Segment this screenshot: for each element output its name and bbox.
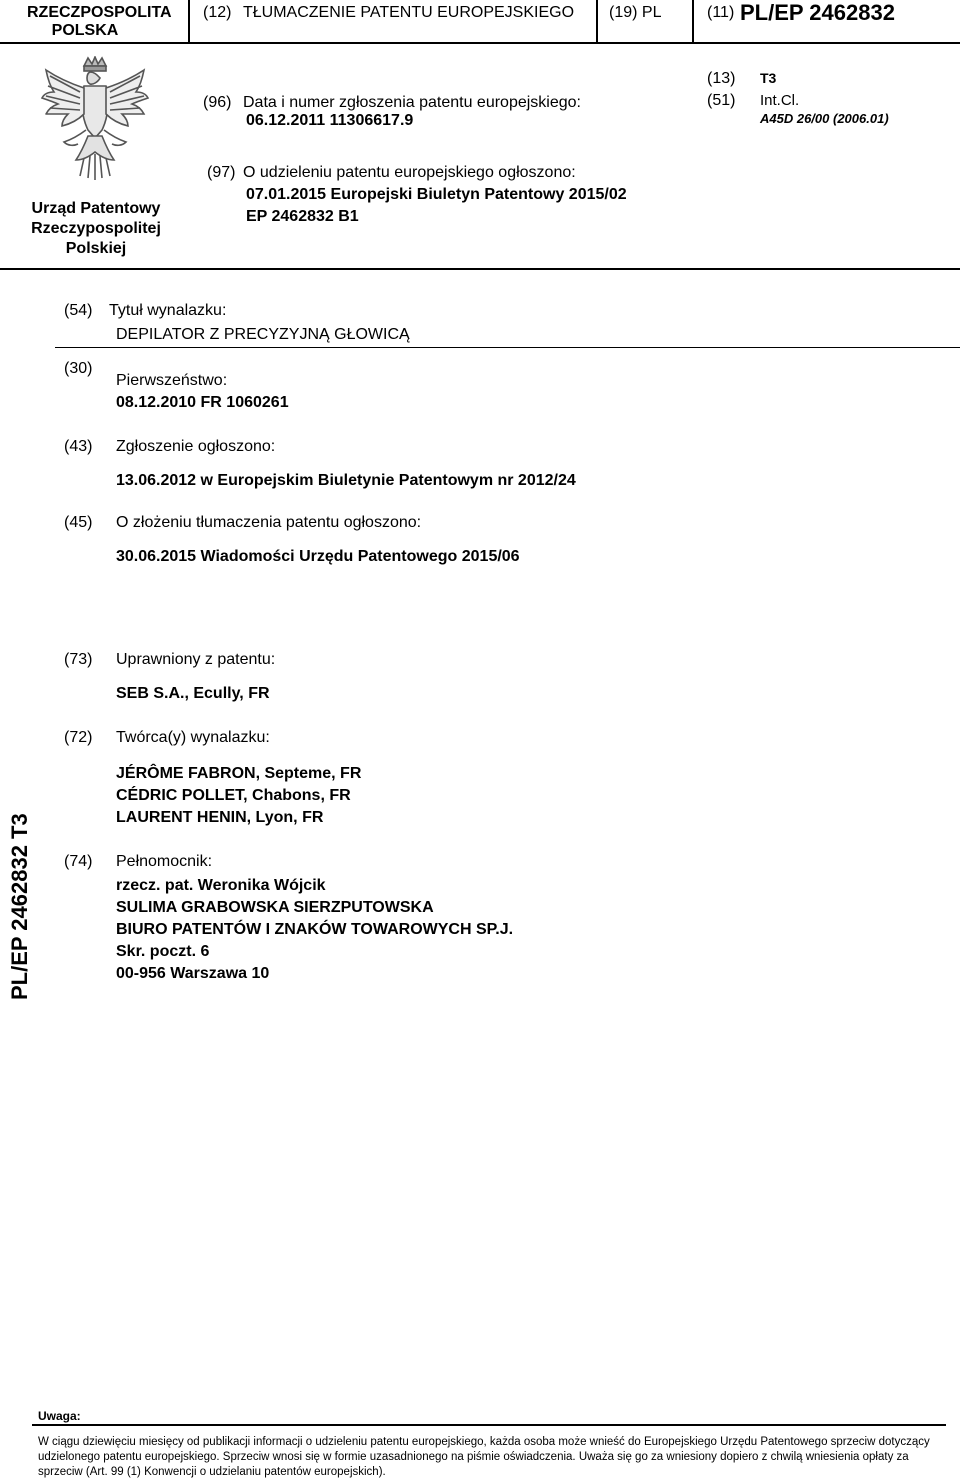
notice-title: Uwaga: bbox=[38, 1409, 81, 1423]
title-rule bbox=[55, 347, 960, 348]
f45-label: O złożeniu tłumaczenia patentu ogłoszono: bbox=[116, 514, 422, 531]
document-type: TŁUMACZENIE PATENTU EUROPEJSKIEGO bbox=[243, 4, 575, 21]
office-line-2: Rzeczypospolitej bbox=[31, 220, 161, 237]
f73-label: Uprawniony z patentu: bbox=[116, 651, 276, 668]
inventor-1: JÉRÔME FABRON, Septeme, FR bbox=[116, 765, 362, 782]
code-51: (51) bbox=[707, 92, 736, 109]
f72-label: Twórca(y) wynalazku: bbox=[116, 729, 270, 746]
attorney-line-5: 00-956 Warszawa 10 bbox=[116, 965, 270, 982]
eagle-emblem-icon bbox=[40, 56, 150, 186]
f43-value: 13.06.2012 w Europejskim Biuletynie Patentowym nr 2012/24 bbox=[116, 472, 576, 489]
invention-title: DEPILATOR Z PRECYZYJNĄ GŁOWICĄ bbox=[116, 326, 410, 343]
code-12: (12) bbox=[203, 4, 232, 21]
section-rule-top bbox=[0, 268, 960, 270]
code-97: (97) bbox=[207, 164, 236, 181]
f54-label: Tytuł wynalazku: bbox=[109, 302, 227, 319]
f97-value-2: EP 2462832 B1 bbox=[246, 208, 359, 225]
code-13: (13) bbox=[707, 70, 736, 87]
f74-label: Pełnomocnik: bbox=[116, 853, 213, 870]
code-73: (73) bbox=[64, 651, 93, 668]
f45-value: 30.06.2015 Wiadomości Urzędu Patentowego 2015/06 bbox=[116, 548, 520, 565]
country-line-1: RZECZPOSPOLITA bbox=[27, 4, 172, 21]
f97-value-1: 07.01.2015 Europejski Biuletyn Patentowy 2015/02 bbox=[246, 186, 627, 203]
f43-label: Zgłoszenie ogłoszono: bbox=[116, 438, 276, 455]
f96-label: Data i numer zgłoszenia patentu europejskiego: bbox=[243, 94, 581, 111]
code-43: (43) bbox=[64, 438, 93, 455]
intcl-value: A45D 26/00 (2006.01) bbox=[760, 111, 889, 126]
notice-text: W ciągu dziewięciu miesięcy od publikacji informacji o udzieleniu patentu europejskiego, każda osoba może wnieść do Europejskiego Urzędu Patentowego sprzeciw dotyczący udzielonego patentu europejskiego. Sprzeciw wnosi się w formie uzasadnionego na piśmie oświadczenia. Uważa się go za wniesiony dopiero z chwilą wniesienia opłaty za sprzeciw (Art. 99 (1) Konwencji o udzielaniu patentów europejskich). bbox=[38, 1436, 930, 1478]
attorney-line-3: BIURO PATENTÓW I ZNAKÓW TOWAROWYCH SP.J. bbox=[116, 921, 514, 938]
f97-label: O udzieleniu patentu europejskiego ogłoszono: bbox=[243, 164, 576, 181]
country-name bbox=[27, 4, 172, 40]
country-line-2: POLSKA bbox=[51, 22, 119, 39]
code-72: (72) bbox=[64, 729, 93, 746]
intcl-label: Int.Cl. bbox=[760, 92, 800, 109]
code-30: (30) bbox=[64, 360, 93, 377]
f96-value: 06.12.2011 11306617.9 bbox=[246, 112, 414, 129]
code-45: (45) bbox=[64, 514, 93, 531]
office-line-3: Polskiej bbox=[65, 240, 127, 257]
attorney-line-4: Skr. poczt. 6 bbox=[116, 943, 210, 960]
kind-code: T3 bbox=[760, 70, 777, 86]
code-19: (19) PL bbox=[609, 4, 662, 21]
header-divider-left bbox=[188, 0, 190, 42]
notice-rule bbox=[32, 1424, 946, 1426]
header-divider-right bbox=[692, 0, 694, 42]
f30-label: Pierwszeństwo: bbox=[116, 372, 228, 389]
code-96: (96) bbox=[203, 94, 232, 111]
inventor-2: CÉDRIC POLLET, Chabons, FR bbox=[116, 787, 351, 804]
patent-number: PL/EP 2462832 bbox=[740, 0, 895, 25]
code-74: (74) bbox=[64, 853, 93, 870]
office-line-1: Urząd Patentowy bbox=[31, 200, 161, 217]
side-patent-code: PL/EP 2462832 T3 bbox=[7, 813, 32, 1000]
attorney-line-1: rzecz. pat. Weronika Wójcik bbox=[116, 877, 326, 894]
header-divider-middle bbox=[596, 0, 598, 42]
priority-value: 08.12.2010 FR 1060261 bbox=[116, 394, 289, 411]
attorney-line-2: SULIMA GRABOWSKA SIERZPUTOWSKA bbox=[116, 899, 434, 916]
header-rule bbox=[0, 42, 960, 44]
code-11: (11) bbox=[707, 4, 735, 21]
office-name bbox=[25, 199, 167, 259]
code-54: (54) bbox=[64, 302, 93, 319]
inventor-3: LAURENT HENIN, Lyon, FR bbox=[116, 809, 324, 826]
patent-holder: SEB S.A., Ecully, FR bbox=[116, 685, 270, 702]
